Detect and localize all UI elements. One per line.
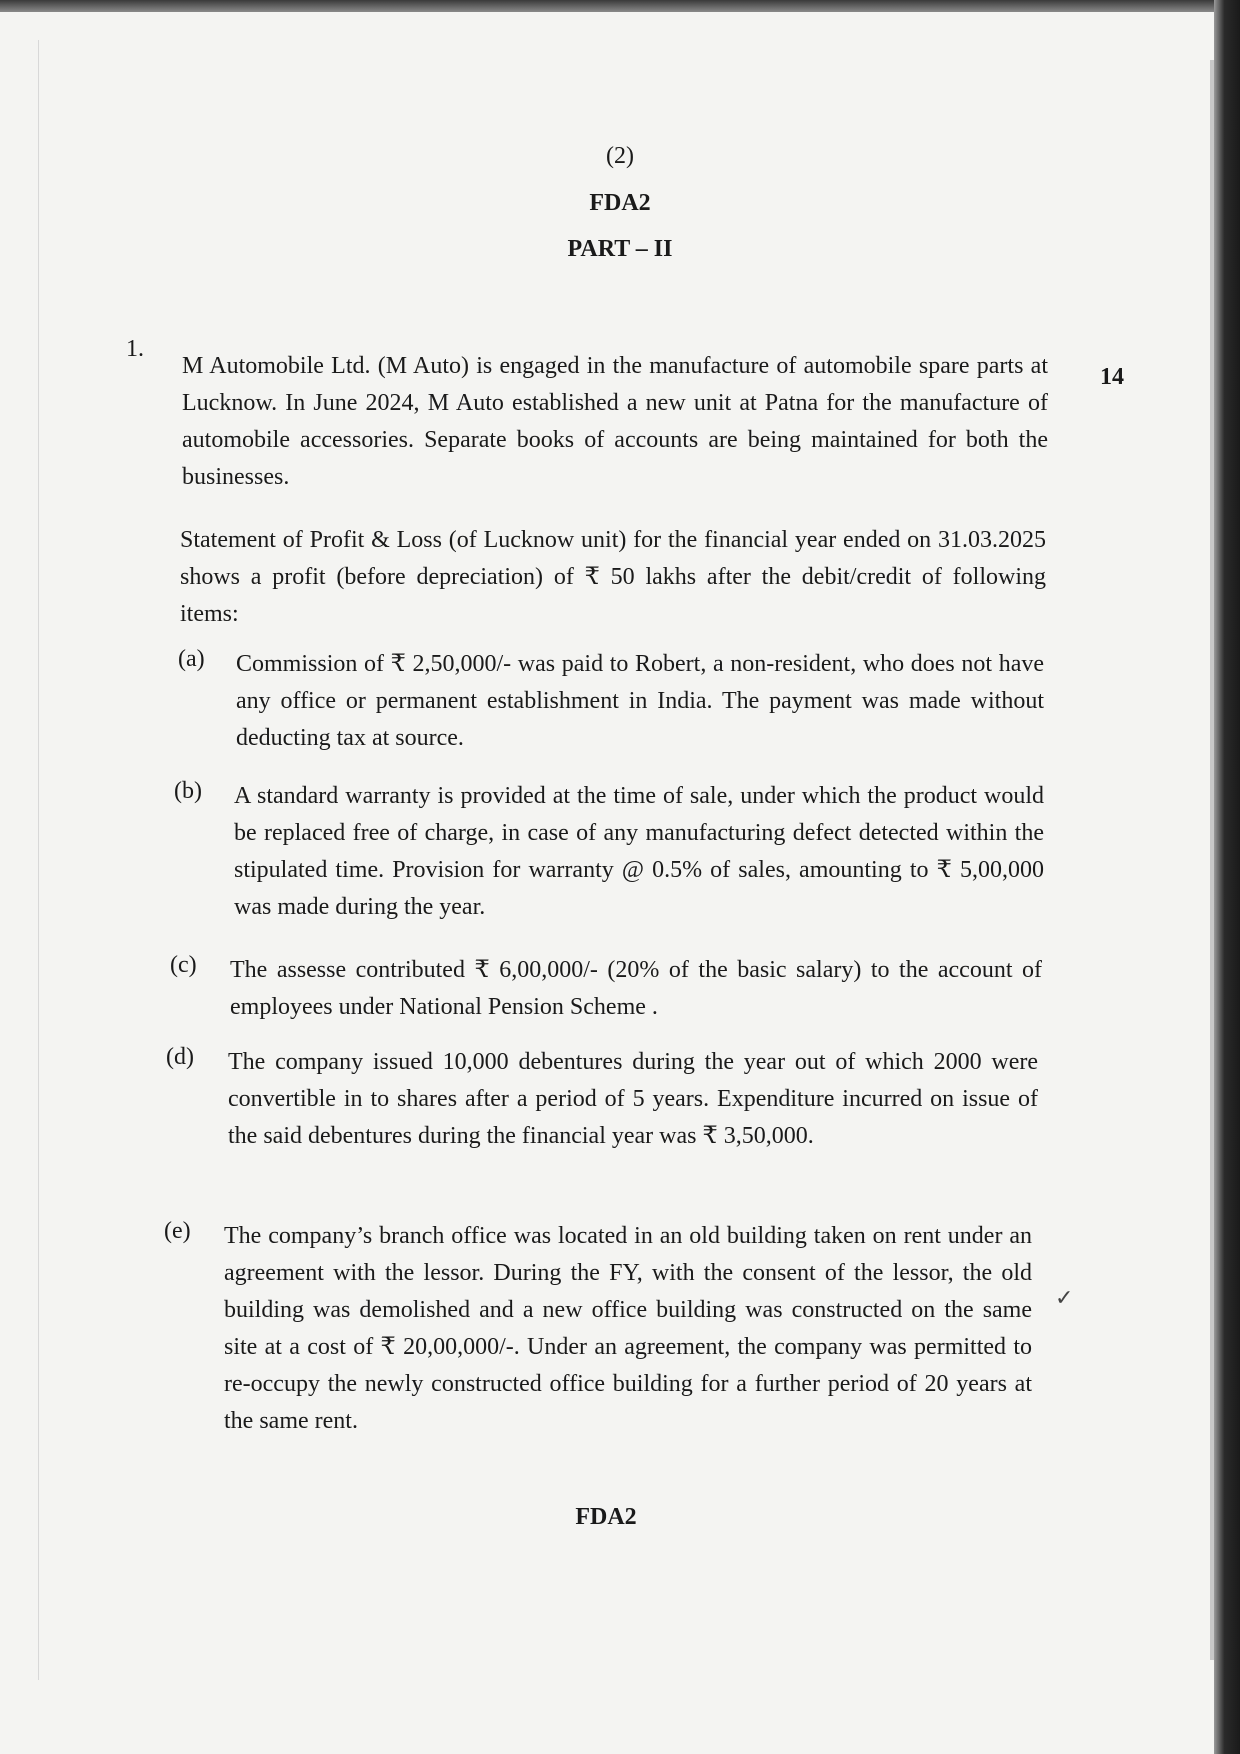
paper-code-footer: FDA2 [575,1504,637,1530]
item-text-a: Commission of ₹ 2,50,000/- was paid to Robert, a non-resident, who does not have any office or permanent establishment in India. The payment was made without deducting tax at source. [236,651,1044,751]
scan-left-margin [38,40,39,1680]
item-label-e: (e) [164,1218,191,1244]
item-label-d: (d) [166,1044,194,1070]
question-marks: 14 [1100,364,1124,390]
item-label-c: (c) [170,952,197,978]
part-heading: PART – II [567,236,673,262]
item-text-c: The assesse contributed ₹ 6,00,000/- (20% of the basic salary) to the account of employees under National Pension Scheme . [230,957,1042,1020]
item-text-d: The company issued 10,000 debentures during the year out of which 2000 were convertible in to shares after a period of 5 years. Expenditure incurred on issue of the said debentures during the financial year was ₹ 3,50,000. [228,1049,1038,1149]
scan-top-edge [0,0,1240,12]
item-label-a: (a) [178,646,205,672]
check-mark-icon: ✓ [1055,1285,1074,1310]
page-number: (2) [606,143,634,169]
scan-right-shadow [1210,60,1214,1660]
item-text-e: The company’s branch office was located in an old building taken on rent under an agreement with the lessor. During the FY, with the consent of the lessor, the old building was demolished and a new office building was constructed on the same site at a cost of ₹ 20,00,000/-. Under an agreement, the company was permitted to re-occupy the newly constructed office building for a further period of 20 years at the same rent. [224,1223,1032,1434]
item-label-b: (b) [174,778,202,804]
question-number: 1. [126,336,144,362]
item-text-b: A standard warranty is provided at the time of sale, under which the product would be replaced free of charge, in case of any manufacturing defect detected within the stipulated time. Provision for warranty @ 0.5% of sales, amounting to ₹ 5,00,000 was made during the year. [234,783,1044,920]
statement-paragraph: Statement of Profit & Loss (of Lucknow unit) for the financial year ended on 31.03.2025 shows a profit (before depreciation) of ₹ 50 lakhs after the debit/credit of following items: [180,527,1046,627]
paper-code-header: FDA2 [589,190,651,216]
scan-right-edge [1214,0,1240,1754]
question-intro: M Automobile Ltd. (M Auto) is engaged in the manufacture of automobile spare parts at Lucknow. In June 2024, M Auto established a new unit at Patna for the manufacture of automobile accessories. Separate books of accounts are being maintained for both the businesses. [182,353,1048,490]
